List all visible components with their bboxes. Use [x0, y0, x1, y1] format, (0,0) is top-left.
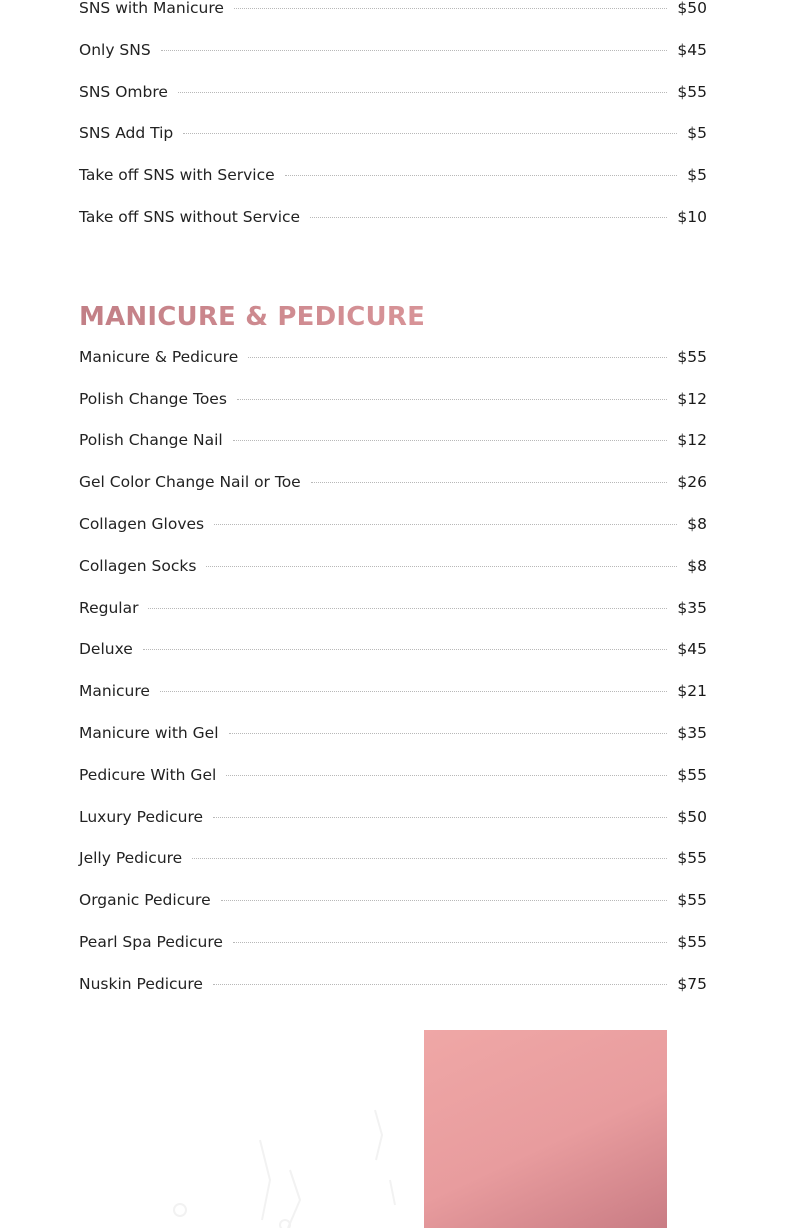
dotted-leader — [237, 399, 667, 400]
service-name: Manicure with Gel — [79, 723, 219, 742]
dotted-leader — [143, 649, 668, 650]
service-name: Jelly Pedicure — [79, 849, 183, 868]
service-price: $75 — [677, 974, 707, 993]
price-row — [79, 840, 707, 882]
price-row — [79, 74, 707, 116]
service-price: $8 — [687, 514, 707, 533]
dotted-leader — [234, 8, 667, 9]
dotted-leader — [161, 50, 668, 51]
price-row — [79, 673, 707, 715]
service-name: SNS Ombre — [79, 82, 168, 101]
price-row — [79, 882, 707, 924]
section-spacer — [79, 241, 707, 295]
service-price: $26 — [677, 473, 707, 492]
service-price: $55 — [677, 849, 707, 868]
service-price: $45 — [677, 40, 707, 59]
service-price: $35 — [677, 723, 707, 742]
service-name: Take off SNS with Service — [79, 166, 275, 185]
price-row — [79, 199, 707, 241]
service-name: Manicure — [79, 682, 150, 701]
service-price: $35 — [677, 598, 707, 617]
price-row — [79, 32, 707, 74]
service-name: Luxury Pedicure — [79, 807, 204, 826]
service-price: $5 — [687, 124, 707, 143]
price-row — [79, 381, 707, 423]
service-name: Deluxe — [79, 640, 133, 659]
price-row — [79, 339, 707, 381]
price-row — [79, 506, 707, 548]
section-title: MANICURE & PEDICURE — [79, 295, 707, 339]
sns-price-list — [79, 0, 707, 241]
dotted-leader — [229, 733, 668, 734]
price-row — [79, 715, 707, 757]
price-row — [79, 757, 707, 799]
price-row — [79, 924, 707, 966]
service-name: Organic Pedicure — [79, 891, 211, 910]
dotted-leader — [214, 524, 677, 525]
service-price: $55 — [677, 932, 707, 951]
dotted-leader — [233, 440, 668, 441]
service-name: SNS Add Tip — [79, 124, 174, 143]
service-price: $55 — [677, 347, 707, 366]
price-row — [79, 115, 707, 157]
service-price: $50 — [677, 0, 707, 17]
price-row — [79, 590, 707, 632]
service-price: $10 — [677, 207, 707, 226]
dotted-leader — [285, 175, 678, 176]
mani-pedi-price-list — [79, 339, 707, 1008]
pink-promo-image — [424, 1030, 667, 1228]
service-name: Polish Change Nail — [79, 431, 223, 450]
service-name: Pedicure With Gel — [79, 765, 217, 784]
service-price: $12 — [677, 431, 707, 450]
dotted-leader — [226, 775, 667, 776]
service-name: Manicure & Pedicure — [79, 347, 239, 366]
service-name: Gel Color Change Nail or Toe — [79, 473, 301, 492]
price-row — [79, 0, 707, 32]
dotted-leader — [178, 92, 668, 93]
service-price: $55 — [677, 891, 707, 910]
dotted-leader — [233, 942, 667, 943]
price-list — [79, 0, 707, 1008]
service-name: Take off SNS without Service — [79, 207, 301, 226]
service-name: Nuskin Pedicure — [79, 974, 203, 993]
service-name: Pearl Spa Pedicure — [79, 932, 223, 951]
service-name: Regular — [79, 598, 139, 617]
service-price: $55 — [677, 82, 707, 101]
price-row — [79, 799, 707, 841]
price-row — [79, 422, 707, 464]
service-name: SNS with Manicure — [79, 0, 224, 17]
dotted-leader — [213, 984, 667, 985]
service-name: Polish Change Toes — [79, 389, 227, 408]
decorative-sparkle-image — [150, 1080, 410, 1228]
service-price: $12 — [677, 389, 707, 408]
price-row — [79, 631, 707, 673]
dotted-leader — [311, 482, 668, 483]
dotted-leader — [183, 133, 677, 134]
service-name: Only SNS — [79, 40, 151, 59]
dotted-leader — [148, 608, 667, 609]
price-row — [79, 966, 707, 1008]
dotted-leader — [248, 357, 667, 358]
dotted-leader — [160, 691, 667, 692]
price-row — [79, 157, 707, 199]
dotted-leader — [213, 817, 667, 818]
service-price: $5 — [687, 166, 707, 185]
dotted-leader — [206, 566, 677, 567]
service-price: $21 — [677, 682, 707, 701]
dotted-leader — [310, 217, 667, 218]
dotted-leader — [221, 900, 668, 901]
service-price: $50 — [677, 807, 707, 826]
service-name: Collagen Socks — [79, 556, 197, 575]
dotted-leader — [192, 858, 667, 859]
price-row — [79, 464, 707, 506]
service-price: $45 — [677, 640, 707, 659]
service-name: Collagen Gloves — [79, 514, 205, 533]
service-price: $55 — [677, 765, 707, 784]
service-price: $8 — [687, 556, 707, 575]
price-row — [79, 548, 707, 590]
